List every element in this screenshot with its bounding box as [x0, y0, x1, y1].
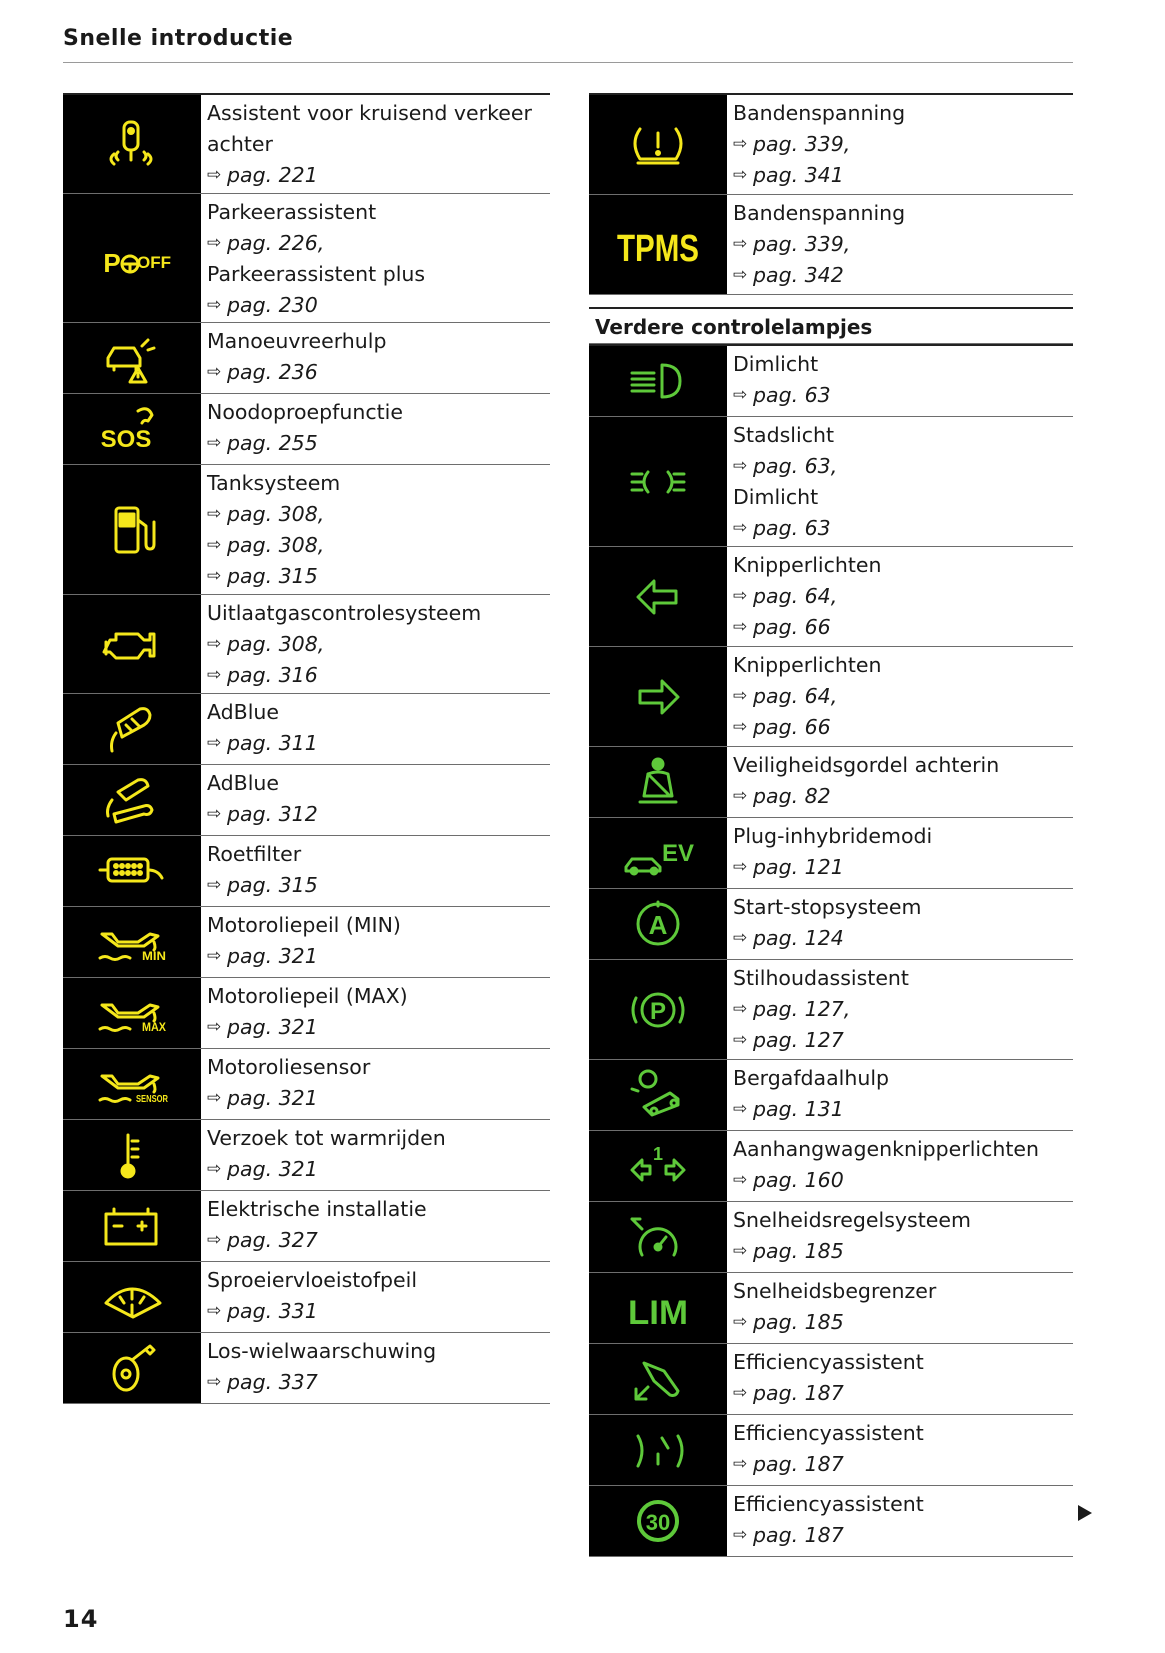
reference-arrow-icon: ⇨	[733, 1312, 748, 1332]
page-reference: pag. 331	[227, 1299, 318, 1323]
reference-arrow-icon: ⇨	[733, 617, 748, 637]
indicator-description	[727, 1202, 1073, 1272]
indicator-label: Los-wielwaarschuwing	[207, 1339, 437, 1363]
indicator-row	[589, 93, 1073, 195]
efficiency-speed-sign-icon	[589, 1486, 727, 1556]
page-reference-link[interactable]	[733, 1449, 1073, 1480]
reference-arrow-icon: ⇨	[207, 1301, 222, 1321]
adblue-icon	[63, 694, 201, 764]
page-reference: pag. 342	[753, 263, 844, 287]
page-reference: pag. 63	[753, 516, 831, 540]
indicator-row	[589, 1060, 1073, 1131]
indicator-label: Tanksysteem	[207, 471, 341, 495]
page-reference: pag. 327	[227, 1228, 318, 1252]
indicator-description	[201, 765, 550, 835]
indicator-description	[727, 747, 1073, 817]
page-reference: pag. 339,	[753, 232, 851, 256]
page-reference: pag. 131	[753, 1097, 844, 1121]
reference-arrow-icon: ⇨	[733, 1099, 748, 1119]
page-reference: pag. 315	[227, 873, 318, 897]
indicator-label: Noodoproepfunctie	[207, 400, 403, 424]
page-reference-link[interactable]	[733, 513, 1073, 544]
svg-text:1: 1	[652, 1144, 664, 1164]
indicator-row	[63, 1120, 550, 1191]
page-reference-link[interactable]	[733, 681, 1073, 712]
page-reference-link[interactable]	[207, 561, 550, 592]
page-reference-link[interactable]	[207, 228, 550, 259]
indicator-label: achter	[207, 132, 273, 156]
indicator-description	[727, 647, 1073, 746]
reference-arrow-icon: ⇨	[733, 1030, 748, 1050]
reference-arrow-icon: ⇨	[207, 566, 222, 586]
start-stop-icon	[589, 889, 727, 959]
loose-wheel-icon	[63, 1333, 201, 1403]
reference-arrow-icon: ⇨	[733, 717, 748, 737]
reference-arrow-icon: ⇨	[733, 999, 748, 1019]
indicator-row	[63, 1049, 550, 1120]
page-reference: pag. 230	[227, 293, 318, 317]
indicator-label: Dimlicht	[733, 485, 819, 509]
page-reference: pag. 185	[753, 1310, 844, 1334]
page-reference: pag. 64,	[753, 684, 838, 708]
indicator-description	[727, 960, 1073, 1059]
indicator-label: Knipperlichten	[733, 553, 882, 577]
page-reference-link[interactable]	[207, 870, 550, 901]
page-reference: pag. 63,	[753, 454, 838, 478]
page-reference: pag. 127,	[753, 997, 851, 1021]
page-reference: pag. 121	[753, 855, 844, 879]
oil-level-min-icon	[63, 907, 201, 977]
indicator-label: Dimlicht	[733, 352, 819, 376]
indicator-description	[201, 1333, 550, 1403]
indicator-row	[63, 194, 550, 323]
battery-icon	[63, 1191, 201, 1261]
reference-arrow-icon: ⇨	[207, 1088, 222, 1108]
indicator-label: Bergafdaalhulp	[733, 1066, 890, 1090]
indicator-description	[727, 889, 1073, 959]
reference-arrow-icon: ⇨	[207, 535, 222, 555]
indicator-row	[589, 647, 1073, 747]
page-reference: pag. 311	[227, 731, 318, 755]
reference-arrow-icon: ⇨	[733, 385, 748, 405]
indicator-row	[63, 1333, 550, 1404]
indicator-description	[201, 836, 550, 906]
indicator-row	[589, 1486, 1073, 1557]
reference-arrow-icon: ⇨	[733, 686, 748, 706]
page-reference-link[interactable]	[733, 229, 1073, 260]
indicator-row	[63, 694, 550, 765]
page-reference-link[interactable]	[733, 1307, 1073, 1338]
indicator-row	[63, 907, 550, 978]
reference-arrow-icon: ⇨	[207, 1017, 222, 1037]
particulate-filter-icon	[63, 836, 201, 906]
indicator-label: Uitlaatgascontrolesysteem	[207, 601, 482, 625]
reference-arrow-icon: ⇨	[733, 928, 748, 948]
indicator-description	[201, 394, 550, 464]
right-indicator-table	[589, 93, 1073, 1557]
page-reference: pag. 312	[227, 802, 318, 826]
page-reference: pag. 66	[753, 715, 831, 739]
indicator-description	[201, 595, 550, 693]
page-reference-link[interactable]	[207, 799, 550, 830]
reference-arrow-icon: ⇨	[733, 456, 748, 476]
indicator-row	[63, 978, 550, 1049]
svg-text:A: A	[648, 910, 668, 940]
indicator-row	[63, 323, 550, 394]
page-reference-link[interactable]	[207, 499, 550, 530]
svg-text:TPMS: TPMS	[617, 227, 699, 270]
indicator-row	[63, 836, 550, 907]
page-reference: pag. 337	[227, 1370, 318, 1394]
reference-arrow-icon: ⇨	[207, 165, 222, 185]
indicator-description	[727, 547, 1073, 646]
page-reference: pag. 160	[753, 1168, 844, 1192]
reference-arrow-icon: ⇨	[733, 1383, 748, 1403]
page-reference: pag. 221	[227, 163, 318, 187]
fuel-pump-icon	[63, 465, 201, 594]
reference-arrow-icon: ⇨	[733, 1454, 748, 1474]
indicator-row	[63, 465, 550, 595]
page-reference: pag. 66	[753, 615, 831, 639]
svg-text:OFF: OFF	[137, 253, 171, 272]
page-reference-link[interactable]	[207, 428, 550, 459]
page-reference-link[interactable]	[207, 290, 550, 321]
seatbelt-rear-icon	[589, 747, 727, 817]
speed-limiter-icon	[589, 1273, 727, 1343]
page-reference-link[interactable]	[733, 1236, 1073, 1267]
page-reference-link[interactable]	[733, 1520, 1073, 1551]
svg-text:P: P	[649, 997, 667, 1025]
indicator-label: Manoeuvreerhulp	[207, 329, 387, 353]
page-reference-link[interactable]	[733, 129, 1073, 160]
page-reference-link[interactable]	[733, 852, 1073, 883]
page-reference: pag. 308,	[227, 502, 325, 526]
indicator-label: Efficiencyassistent	[733, 1350, 924, 1374]
indicator-description	[201, 95, 550, 193]
indicator-label: Roetfilter	[207, 842, 302, 866]
reference-arrow-icon: ⇨	[733, 165, 748, 185]
page-header-title: Snelle introductie	[63, 26, 294, 51]
indicator-row	[589, 747, 1073, 818]
svg-text:MIN: MIN	[142, 949, 166, 963]
oil-level-max-icon	[63, 978, 201, 1048]
engine-check-icon	[63, 595, 201, 693]
svg-text:SENSOR: SENSOR	[136, 1094, 169, 1105]
cruise-control-icon	[589, 1202, 727, 1272]
page-reference-link[interactable]	[207, 941, 550, 972]
indicator-row	[63, 1191, 550, 1262]
indicator-row	[589, 1273, 1073, 1344]
page-reference: pag. 321	[227, 1157, 318, 1181]
efficiency-curve-icon	[589, 1415, 727, 1485]
indicator-label: Snelheidsregelsysteem	[733, 1208, 971, 1232]
indicator-description	[727, 346, 1073, 416]
page-reference: pag. 321	[227, 1086, 318, 1110]
indicator-label: Elektrische installatie	[207, 1197, 427, 1221]
page-reference-link[interactable]	[207, 1296, 550, 1327]
page-reference-link[interactable]	[733, 781, 1073, 812]
indicator-description	[727, 417, 1073, 546]
indicator-row	[589, 547, 1073, 647]
page-reference: pag. 64,	[753, 584, 838, 608]
page-reference-link[interactable]	[207, 1012, 550, 1043]
indicator-label: Knipperlichten	[733, 653, 882, 677]
indicator-row	[589, 1344, 1073, 1415]
page-reference-link[interactable]	[207, 660, 550, 691]
page-reference: pag. 187	[753, 1523, 844, 1547]
tire-pressure-icon	[589, 95, 727, 194]
indicator-label: Plug-inhybridemodi	[733, 824, 933, 848]
hill-descent-icon	[589, 1060, 727, 1130]
svg-text:EV: EV	[661, 840, 695, 867]
page-reference: pag. 341	[753, 163, 844, 187]
reference-arrow-icon: ⇨	[207, 295, 222, 315]
reference-arrow-icon: ⇨	[207, 362, 222, 382]
page-reference-link[interactable]	[207, 728, 550, 759]
page-reference-link[interactable]	[733, 160, 1073, 191]
indicator-row	[589, 1202, 1073, 1273]
indicator-label: Motoroliesensor	[207, 1055, 371, 1079]
reference-arrow-icon: ⇨	[207, 1159, 222, 1179]
park-assist-off-icon	[63, 194, 201, 322]
indicator-row	[589, 1131, 1073, 1202]
sos-icon	[63, 394, 201, 464]
reference-arrow-icon: ⇨	[733, 134, 748, 154]
indicator-label: Stilhoudassistent	[733, 966, 909, 990]
page-reference-link[interactable]	[733, 451, 1073, 482]
reference-arrow-icon: ⇨	[207, 804, 222, 824]
page-reference-link[interactable]	[733, 380, 1073, 411]
svg-text:MAX: MAX	[142, 1020, 166, 1034]
thermometer-icon	[63, 1120, 201, 1190]
hold-assist-icon	[589, 960, 727, 1059]
page-reference-link[interactable]	[207, 160, 550, 191]
reference-arrow-icon: ⇨	[733, 1170, 748, 1190]
indicator-description	[727, 1060, 1073, 1130]
indicator-label: Veiligheidsgordel achterin	[733, 753, 1000, 777]
trailer-indicator-icon	[589, 1131, 727, 1201]
washer-fluid-icon	[63, 1262, 201, 1332]
page-reference-link[interactable]	[207, 1367, 550, 1398]
svg-text:SOS: SOS	[100, 426, 152, 453]
page-reference: pag. 321	[227, 1015, 318, 1039]
indicator-label: Motoroliepeil (MAX)	[207, 984, 408, 1008]
reference-arrow-icon: ⇨	[207, 875, 222, 895]
ev-mode-icon	[589, 818, 727, 888]
indicator-row	[589, 1415, 1073, 1486]
page-reference: pag. 226,	[227, 231, 325, 255]
indicator-row	[63, 1262, 550, 1333]
page-reference-link[interactable]	[207, 357, 550, 388]
page-reference-link[interactable]	[733, 612, 1073, 643]
reference-arrow-icon: ⇨	[733, 265, 748, 285]
efficiency-pedal-icon	[589, 1344, 727, 1414]
page-reference: pag. 127	[753, 1028, 844, 1052]
header-divider	[63, 62, 1073, 63]
page-reference: pag. 236	[227, 360, 318, 384]
continue-arrow-icon	[1078, 1505, 1092, 1521]
indicator-label: Efficiencyassistent	[733, 1421, 924, 1445]
maneuver-assist-icon	[63, 323, 201, 393]
indicator-description	[201, 694, 550, 764]
indicator-label: Start-stopsysteem	[733, 895, 922, 919]
indicator-row	[589, 344, 1073, 417]
reference-arrow-icon: ⇨	[733, 518, 748, 538]
page-reference-link[interactable]	[207, 1154, 550, 1185]
side-lights-icon	[589, 417, 727, 546]
page-reference-link[interactable]	[733, 581, 1073, 612]
indicator-label: AdBlue	[207, 700, 280, 724]
indicator-label: Parkeerassistent	[207, 200, 377, 224]
page-reference: pag. 321	[227, 944, 318, 968]
left-indicator-table	[63, 93, 550, 1404]
page-reference: pag. 255	[227, 431, 318, 455]
page-reference: pag. 185	[753, 1239, 844, 1263]
page-reference-link[interactable]	[733, 923, 1073, 954]
reference-arrow-icon: ⇨	[207, 1230, 222, 1250]
page-reference: pag. 315	[227, 564, 318, 588]
indicator-row	[589, 195, 1073, 295]
indicator-description	[201, 978, 550, 1048]
indicator-row	[589, 889, 1073, 960]
indicator-description	[201, 194, 550, 322]
indicator-description	[201, 1191, 550, 1261]
indicator-description	[727, 1486, 1073, 1556]
reference-arrow-icon: ⇨	[733, 586, 748, 606]
reference-arrow-icon: ⇨	[733, 786, 748, 806]
reference-arrow-icon: ⇨	[207, 504, 222, 524]
tpms-icon	[589, 195, 727, 294]
indicator-description	[727, 95, 1073, 194]
indicator-label: Bandenspanning	[733, 201, 906, 225]
indicator-description	[201, 1120, 550, 1190]
reference-arrow-icon: ⇨	[733, 1241, 748, 1261]
svg-text:P: P	[103, 248, 121, 278]
page-reference-link[interactable]	[733, 1378, 1073, 1409]
indicator-label: Verzoek tot warmrijden	[207, 1126, 446, 1150]
reference-arrow-icon: ⇨	[207, 634, 222, 654]
reference-arrow-icon: ⇨	[207, 1372, 222, 1392]
reference-arrow-icon: ⇨	[207, 665, 222, 685]
indicator-description	[201, 465, 550, 594]
page-reference-link[interactable]	[207, 1083, 550, 1114]
indicator-description	[727, 1273, 1073, 1343]
indicator-label: Sproeiervloeistofpeil	[207, 1268, 418, 1292]
indicator-label: Parkeerassistent plus	[207, 262, 426, 286]
reference-arrow-icon: ⇨	[733, 1525, 748, 1545]
reference-arrow-icon: ⇨	[207, 433, 222, 453]
indicator-description	[727, 1131, 1073, 1201]
indicator-description	[201, 1049, 550, 1119]
indicator-label: Snelheidsbegrenzer	[733, 1279, 937, 1303]
page-reference-link[interactable]	[733, 1094, 1073, 1125]
page-reference-link[interactable]	[733, 1165, 1073, 1196]
indicator-description	[727, 1344, 1073, 1414]
adblue-wrench-icon	[63, 765, 201, 835]
page-reference-link[interactable]	[733, 994, 1073, 1025]
indicator-label: Motoroliepeil (MIN)	[207, 913, 401, 937]
turn-right-icon	[589, 647, 727, 746]
svg-text:30: 30	[645, 1510, 671, 1535]
page-reference: pag. 316	[227, 663, 318, 687]
page-number: 14	[63, 1605, 99, 1633]
indicator-label: Assistent voor kruisend verkeer	[207, 101, 532, 125]
indicator-row	[589, 818, 1073, 889]
indicator-row	[589, 960, 1073, 1060]
page-reference-link[interactable]	[733, 260, 1073, 291]
page-reference-link[interactable]	[207, 530, 550, 561]
svg-text:LIM: LIM	[628, 1294, 688, 1332]
indicator-description	[727, 195, 1073, 294]
rear-cross-traffic-icon	[63, 95, 201, 193]
indicator-description	[201, 1262, 550, 1332]
page-reference: pag. 308,	[227, 632, 325, 656]
page-reference: pag. 308,	[227, 533, 325, 557]
page-reference-link[interactable]	[207, 629, 550, 660]
page-reference: pag. 63	[753, 383, 831, 407]
page-reference: pag. 339,	[753, 132, 851, 156]
indicator-row	[63, 394, 550, 465]
page-reference: pag. 124	[753, 926, 844, 950]
indicator-label: Bandenspanning	[733, 101, 906, 125]
indicator-label: Aanhangwagenknipperlichten	[733, 1137, 1040, 1161]
indicator-row	[589, 417, 1073, 547]
reference-arrow-icon: ⇨	[207, 233, 222, 253]
page-reference: pag. 187	[753, 1452, 844, 1476]
page-reference-link[interactable]	[733, 712, 1073, 743]
indicator-description	[201, 907, 550, 977]
turn-left-icon	[589, 547, 727, 646]
section-heading: Verdere controlelampjes	[589, 307, 1073, 344]
oil-sensor-icon	[63, 1049, 201, 1119]
indicator-description	[727, 1415, 1073, 1485]
low-beam-icon	[589, 346, 727, 416]
indicator-row	[63, 595, 550, 694]
reference-arrow-icon: ⇨	[207, 946, 222, 966]
reference-arrow-icon: ⇨	[733, 234, 748, 254]
indicator-label: Efficiencyassistent	[733, 1492, 924, 1516]
page-reference-link[interactable]	[733, 1025, 1073, 1056]
page-reference: pag. 187	[753, 1381, 844, 1405]
indicator-label: AdBlue	[207, 771, 280, 795]
indicator-row	[63, 765, 550, 836]
reference-arrow-icon: ⇨	[207, 733, 222, 753]
indicator-label: Stadslicht	[733, 423, 834, 447]
page-reference-link[interactable]	[207, 1225, 550, 1256]
indicator-description	[727, 818, 1073, 888]
page-reference: pag. 82	[753, 784, 831, 808]
indicator-description	[201, 323, 550, 393]
reference-arrow-icon: ⇨	[733, 857, 748, 877]
indicator-row	[63, 93, 550, 194]
